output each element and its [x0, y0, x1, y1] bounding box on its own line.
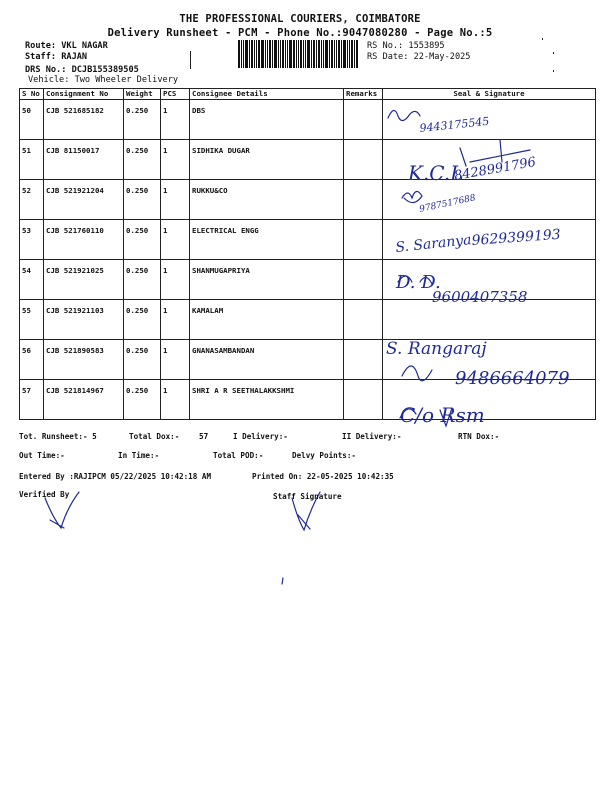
cell-weight: 0.250 [124, 140, 161, 180]
stray-pen-mark [282, 578, 283, 584]
total-dox-label: Total Dox:- [129, 432, 180, 441]
printed-on: Printed On: 22-05-2025 10:42:35 [252, 472, 394, 481]
cell-pcs: 1 [161, 180, 190, 220]
rs-number: RS No.: 1553895 [367, 41, 445, 51]
signature-52-scribble [402, 191, 422, 202]
entered-by: Entered By :RAJIPCM 05/22/2025 10:42:18 AM [19, 472, 212, 481]
signature-50-number: 9443175545 [418, 114, 490, 135]
cell-pcs: 1 [161, 260, 190, 300]
signature-56-scribble [402, 366, 432, 381]
signature-54-number: 9600407358 [432, 288, 528, 306]
cell-pcs: 1 [161, 340, 190, 380]
cell-sno: 57 [20, 380, 44, 420]
signature-52-number: 9787517688 [418, 193, 477, 215]
cell-consignment: CJB 521921204 [44, 180, 124, 220]
cell-pcs: 1 [161, 140, 190, 180]
signature-57-text: C/o Rsm [400, 403, 485, 427]
right-edge-mark-2 [553, 52, 554, 54]
cell-consignment: CJB 521685182 [44, 100, 124, 140]
signature-51-name: K.C.L [408, 161, 464, 185]
staff-signature: Staff Signature [273, 492, 342, 501]
cell-consignment: CJB 521814967 [44, 380, 124, 420]
col-consignment: Consignment No [44, 89, 124, 100]
total-pod: Total POD:- [213, 451, 264, 460]
right-edge-mark-3 [553, 70, 554, 72]
cell-consignment: CJB 521890583 [44, 340, 124, 380]
route-label: Route: VKL NAGAR [25, 41, 108, 51]
cell-sno: 53 [20, 220, 44, 260]
cell-consignee: RUKKU&CO [190, 180, 344, 220]
signature-53-name: S. Saranya [394, 232, 473, 256]
cell-pcs: 1 [161, 220, 190, 260]
cell-sno: 54 [20, 260, 44, 300]
verified-by: Verified By [19, 490, 70, 499]
cell-pcs: 1 [161, 300, 190, 340]
runsheet-subtitle: Delivery Runsheet - PCM - Phone No.:9047080280 - Page No.:5 [107, 27, 493, 39]
rtn-dox: RTN Dox:- [458, 432, 500, 441]
cell-sno: 51 [20, 140, 44, 180]
signature-50-scribble [388, 110, 420, 120]
in-time: In Time:- [118, 451, 160, 460]
cell-sno: 50 [20, 100, 44, 140]
vehicle-label: Vehicle: Two Wheeler Delivery [28, 75, 179, 85]
drs-number: DRS No.: DCJB155389505 [25, 65, 139, 75]
signature-54-name: D. D. [396, 272, 441, 293]
signature-56-name: S. Rangaraj [386, 339, 487, 359]
col-remarks: Remarks [344, 89, 383, 100]
signature-53-number: 9629399193 [471, 226, 562, 249]
cell-consignee: ELECTRICAL ENGG [190, 220, 344, 260]
cell-consignment: CJB 521921103 [44, 300, 124, 340]
out-time: Out Time:- [19, 451, 65, 460]
cell-consignment: CJB 521760110 [44, 220, 124, 260]
cell-consignee: SHANMUGAPRIYA [190, 260, 344, 300]
col-pcs: PCS [161, 89, 190, 100]
cell-weight: 0.250 [124, 180, 161, 220]
cell-weight: 0.250 [124, 380, 161, 420]
staff-label: Staff: RAJAN [25, 52, 88, 62]
cell-sno: 55 [20, 300, 44, 340]
company-title: THE PROFESSIONAL COURIERS, COIMBATORE [179, 13, 421, 25]
total-dox-value: 57 [199, 432, 209, 441]
ii-delivery: II Delivery:- [342, 432, 402, 441]
cell-pcs: 1 [161, 380, 190, 420]
cell-pcs: 1 [161, 100, 190, 140]
cell-weight: 0.250 [124, 300, 161, 340]
cell-consignee: GNANASAMBANDAN [190, 340, 344, 380]
cell-consignment: CJB 81150017 [44, 140, 124, 180]
col-consignee: Consignee Details [190, 89, 344, 100]
cell-weight: 0.250 [124, 100, 161, 140]
cell-consignee: DBS [190, 100, 344, 140]
delvy-points: Delvy Points:- [292, 451, 357, 460]
signature-51-number: 8428991796 [453, 154, 538, 184]
right-edge-mark-1 [542, 38, 543, 40]
col-weight: Weight [124, 89, 161, 100]
vertical-strike-1 [190, 51, 191, 69]
cell-sno: 56 [20, 340, 44, 380]
col-signature: Seal & Signature [383, 89, 596, 100]
cell-consignee: SHRI A R SEETHALAKKSHMI [190, 380, 344, 420]
col-sno: S No [20, 89, 44, 100]
cell-weight: 0.250 [124, 260, 161, 300]
cell-weight: 0.250 [124, 220, 161, 260]
cell-sno: 52 [20, 180, 44, 220]
cell-consignee: SIDHIKA DUGAR [190, 140, 344, 180]
i-delivery: I Delivery:- [233, 432, 288, 441]
tot-runsheet: Tot. Runsheet:- 5 [19, 432, 97, 441]
cell-consignee: KAMALAM [190, 300, 344, 340]
rs-date: RS Date: 22-May-2025 [367, 52, 471, 62]
cell-consignment: CJB 521921025 [44, 260, 124, 300]
signature-56-number: 9486664079 [455, 368, 570, 389]
cell-weight: 0.250 [124, 340, 161, 380]
